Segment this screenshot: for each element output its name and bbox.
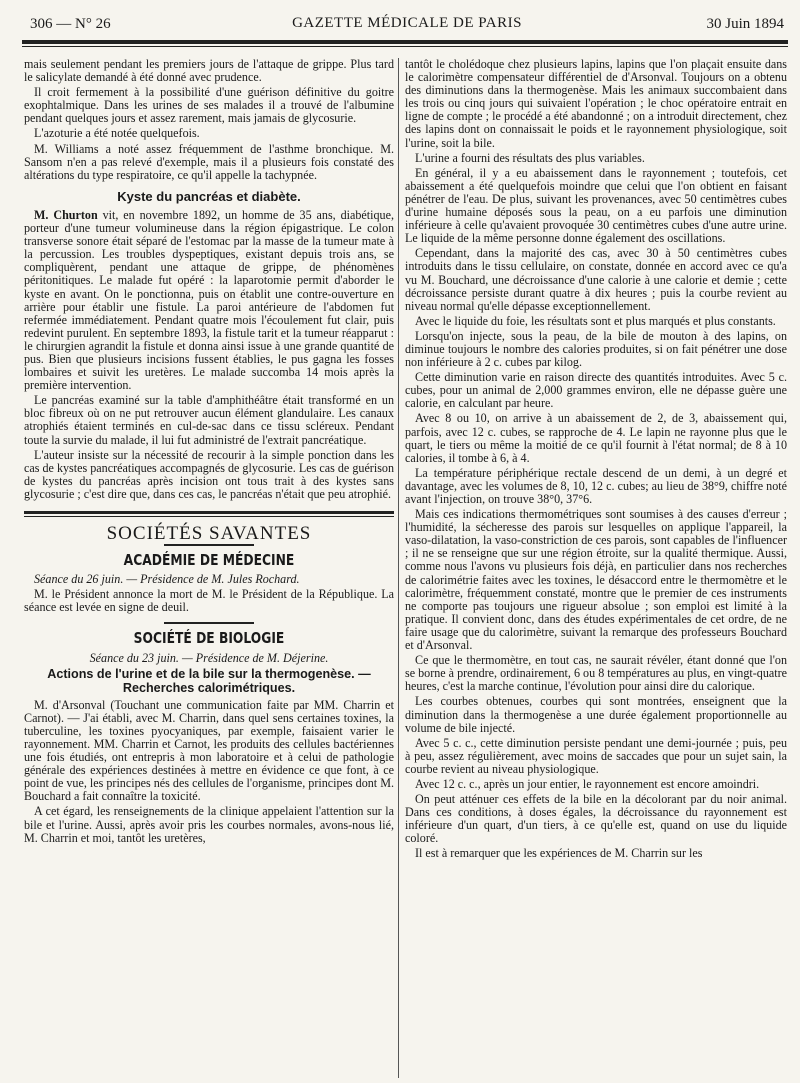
- paragraph: Les courbes obtenues, courbes qui sont montrées, enseignent que la diminution dans la thermogenèse a une durée également proportionnelle au volume de bile injecté.: [405, 694, 787, 735]
- header-thin-rule: [22, 46, 788, 47]
- section-thick-rule: [24, 511, 394, 514]
- short-rule: [164, 622, 254, 624]
- section-heading-kyste: Kyste du pancréas et diabète.: [117, 188, 301, 204]
- paragraph: Il est à remarquer que les expériences de M. Charrin sur les: [415, 846, 703, 861]
- paragraph: La température périphérique rectale descend de un demi, à un degré et davantage, avec les volumes de 8, 10, 12 c. cubes; au lieu de 38°9, chiffre noté avant l'injection, on trouve 38°0, 37°6.: [405, 465, 787, 506]
- paragraph: Il croit fermement à la possibilité d'une guérison définitive du goitre exophtalmique. Dans les urines de ses malades il a trouvé de l'albumine pendant quelques jours et assez rarement, mais jamais de glycosurie.: [24, 85, 394, 126]
- paragraph: M. d'Arsonval (Touchant une communication faite par MM. Charrin et Carnot). — J'ai établi, avec M. Charrin, dans quel sens certaines toxines, la tuberculine, les toxines pyocyaniques, par exemple, faisaient varier le rayonnement. MM. Charrin et Carnot, les produits des cellules bactériennes une fois étudiés, ont entrepris à mon laboratoire et à celui de pathologie générale des expériences destinées à mettre en évidence ce que font, à ce point de vue, les principes nés des cellules de l'organisme, principes dont M. Bouchard a fait connaître la toxicité.: [24, 697, 394, 804]
- article-title: Actions de l'urine et de la bile sur la thermogenèse. — Recherches calorimétriques.: [47, 666, 371, 695]
- section-thin-rule: [24, 516, 394, 517]
- paragraph: tantôt le cholédoque chez plusieurs lapins, lapins que l'on plaçait ensuite dans le calorimètre compensateur différentiel de d'Arsonval. Toujours on a obtenu des diminutions dans la thermogenèse. Mais les animaux succombaient dans les trois ou cinq jours qui suivaient l'opération ; le choc opératoire entrait en ligne de compte ; le procédé a été abandonné ; on a introduit directement, chez des lapins dont on connaissait le poids et le rayonnement physiologique, soit l'urine, soit la bile.: [405, 57, 787, 150]
- seance-line: Séance du 23 juin. — Présidence de M. Déjerine.: [89, 650, 329, 665]
- left-column: [24, 58, 394, 847]
- paragraph: Lorsqu'on injecte, sous la peau, de la bile de mouton à des lapins, on diminue toujours le nombre des calories produites, si on fait pénétrer une dose non inférieure à 2 c. cubes par kilog.: [405, 328, 787, 370]
- header-thick-rule: [22, 40, 788, 44]
- paragraph: Le pancréas examiné sur la table d'amphithéâtre était transformé en un bloc fibreux où on ne put retrouver aucun élément glandulaire. Les canaux atrophiés étaient terminés en cul-de-sac dans ce tissu scléreux. Pendant toute la survie du malade, il lui fut administré de l'extrait pancréatique.: [24, 393, 394, 447]
- paragraph: [24, 209, 394, 392]
- paragraph: M. Williams a noté assez fréquemment de l'asthme bronchique. M. Sansom n'en a pas relevé d'exemple, mais il a plusieurs fois constaté des altérations du type respiratoire, ce qu'il appelle la tachypnée.: [24, 141, 394, 182]
- paragraph: Ce que le thermomètre, en tout cas, ne saurait révéler, étant donné que l'on se borne à prendre, ordinairement, 6 ou 8 températures au plus, en vingt-quatre heures, c'est la marche continue, l'évolution pour ainsi dire du calorique.: [405, 653, 787, 694]
- biologie-heading: SOCIÉTÉ DE BIOLOGIE: [133, 629, 285, 648]
- paragraph: L'azoturie a été notée quelquefois.: [34, 126, 200, 141]
- page-number: 306 — N° 26: [30, 16, 111, 32]
- paragraph: M. le Président annonce la mort de M. le Président de la République. La séance est levée en signe de deuil.: [24, 587, 394, 615]
- paragraph: Avec le liquide du foie, les résultats sont et plus marqués et plus constants.: [415, 313, 776, 328]
- paragraph: On peut atténuer ces effets de la bile en la décolorant par du noir animal. Dans ces conditions, à doses égales, la décroissance du rayonnement est inférieure d'un quart, d'un tiers, à ce qu'elle est, quand on use du liquide coloré.: [405, 792, 787, 846]
- academie-heading: ACADÉMIE DE MÉDECINE: [123, 551, 295, 570]
- column-divider: [398, 58, 399, 1078]
- paragraph: L'auteur insiste sur la nécessité de recourir à la simple ponction dans les cas de kystes pancréatiques accompagnés de glycosurie. Les cas de guérison de kystes du pancréas après incision ont tous trait à des kystes sans glycosurie ; c'est dire que, dans ces cas, le pancréas n'était que peu atrophié.: [24, 447, 394, 501]
- journal-title: GAZETTE MÉDICALE DE PARIS: [292, 15, 522, 31]
- paragraph: A cet égard, les renseignements de la clinique appelaient l'attention sur la bile et l'urine. Aussi, après avoir pris les courbes normales, avons-nous lié, M. Charrin et moi, tantôt les uretères,: [24, 804, 394, 845]
- paragraph: L'urine a fourni des résultats des plus variables.: [415, 150, 645, 165]
- right-column: [405, 58, 787, 863]
- paragraph: Cependant, dans la majorité des cas, avec 30 à 50 centimètres cubes introduits dans le tissu cellulaire, on constate, donnée en accord avec ce qu'a vu M. Bouchard, une décroissance d'une calorie à une calorie et demie ; cette décroissance persiste durant quatre à dix heures ; puis la courbe revient au niveau normal qu'elle dépasse exceptionnellement.: [405, 246, 787, 313]
- paragraph: Cette diminution varie en raison directe des quantités introduites. Avec 5 c. cubes, pour un animal de 2,000 grammes environ, elle ne dépasse guère une calorie, en calculant par heure.: [405, 370, 787, 411]
- paragraph: Avec 8 ou 10, on arrive à un abaissement de 2, de 3, abaissement qui, parfois, avec 12 c. cubes, se rapproche de 4. Le lapin ne rayonne plus que le quart, le tiers ou même la moitié de ce qu'il fournit à l'état normal; de 8 à 10 calories, il tombe à 6, à 4.: [405, 411, 787, 465]
- author-name: M. Churton: [34, 207, 98, 222]
- seance-line: Séance du 26 juin. — Présidence de M. Jules Rochard.: [34, 572, 300, 587]
- paragraph-text: vit, en novembre 1892, un homme de 35 ans, diabétique, porteur d'une tumeur volumineuse dans la région épigastrique. Le colon transverse sonore était séparé de l'estomac par la masse de la tumeur mate à la percussion. Les troubles dyspeptiques, existant depuis trois ans, se compliquèrent, pendant une attaque de grippe, de phénomènes péritonitiques. Le malade fut opéré : la laparotomie permit d'aborder le kyste en avant. On le ponctionna, puis on établit une contre-ouverture en arrière pour établir une fistule. La paroi antérieure de l'abdomen fut refermée immédiatement. Pendant quatre mois l'écoulement fut clair, puis redevint purulent. En septembre 1893, la fistule tarit et la tumeur réapparut : le chirurgien agrandit la fistule et donna ainsi issue à une grande quantité de pus. Bien que plusieurs incisions fussent établies, le pus gagna les fosses lombaires et suivit les uretères. Le malade succomba 14 mois après la première intervention.: [24, 207, 394, 393]
- paragraph: mais seulement pendant les premiers jours de l'attaque de grippe. Plus tard le salicylate demandé à été donné avec prudence.: [24, 57, 394, 85]
- paragraph: Avec 12 c. c., après un jour entier, le rayonnement est encore amoindri.: [415, 776, 760, 791]
- paragraph: Avec 5 c. c., cette diminution persiste pendant une demi-journée ; puis, peu à peu, assez régulièrement, avec moins de saccades que pour un sujet sain, la courbe revient au niveau physiologique.: [405, 735, 787, 776]
- page-header: [30, 14, 784, 36]
- short-rule: [164, 544, 254, 546]
- paragraph: En général, il y a eu abaissement dans le rayonnement ; toutefois, cet abaissement a été quelquefois moindre que celui que l'on obtient en faisant pénétrer de l'eau. De plus, suivant les provenances, avec 50 centimètres cubes d'urine humaine déposés sous la peau, on a eu parfois une diminution inférieure à celle qu'avaient provoquée 30 centimètres cubes d'une autre urine. Le liquide de la même personne donne également des oscillations.: [405, 165, 787, 246]
- societes-savantes-heading: SOCIÉTÉS SAVANTES: [106, 523, 312, 544]
- issue-date: 30 Juin 1894: [706, 16, 784, 32]
- paragraph: Mais ces indications thermométriques sont soumises à des causes d'erreur ; l'humidité, la sécheresse des parois sur lesquelles on applique l'appareil, la vaso-dilatation, la vaso-constriction de ces parois, sont capables de l'influencer ; il ne se renseigne que sur une région étroite, sur la qualité thermique. Aussi, comme nous l'avons vu plusieurs fois déjà, en particulier dans nos recherches de calorimétrie faites avec les toxines, le désaccord entre le thermomètre et le calorimètre, fréquemment constaté, montre que le premier de ces instruments ne comporte pas toujours une rigueur absolue ; son emploi est limité à la pratique. Il convient donc, dans des études expérimentales de cet ordre, de ne faire usage que du calorimètre, suivant la remarque des professeurs Bouchard et d'Arsonval.: [405, 507, 787, 653]
